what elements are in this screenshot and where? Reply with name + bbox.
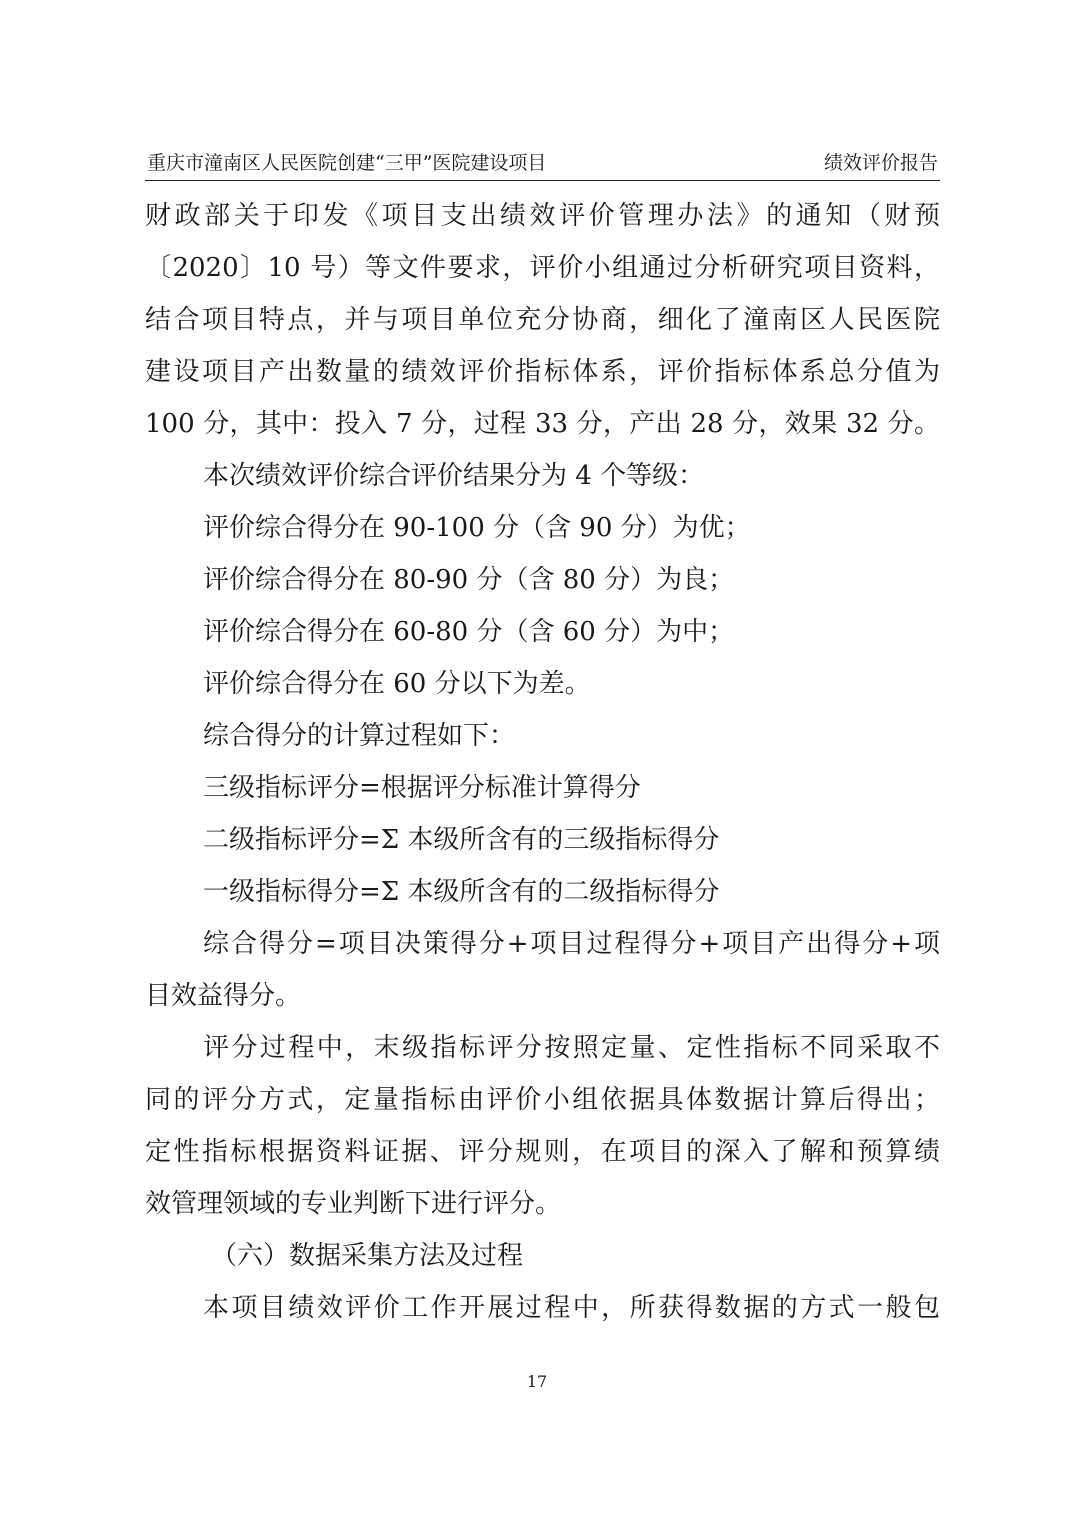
document-body [145,190,940,1334]
body-line: 〔2020〕10 号）等文件要求，评价小组通过分析研究项目资料， [145,253,940,283]
body-line: 目效益得分。 [145,981,302,1011]
body-line: 本项目绩效评价工作开展过程中，所获得数据的方式一般包 [203,1293,940,1323]
page-header [145,150,940,181]
body-line: 建设项目产出数量的绩效评价指标体系，评价指标体系总分值为 [145,357,940,387]
grade-item: 评价综合得分在 60-80 分（含 60 分）为中； [203,617,735,647]
body-line: 定性指标根据资料证据、评分规则，在项目的深入了解和预算绩 [145,1137,940,1167]
formula-line: 一级指标得分=Σ 本级所含有的二级指标得分 [203,877,720,907]
grade-item: 评价综合得分在 60 分以下为差。 [203,669,591,699]
grade-item: 评价综合得分在 90-100 分（含 90 分）为优； [203,513,751,543]
body-line: 财政部关于印发《项目支出绩效评价管理办法》的通知（财预 [145,201,940,231]
formula-line: 综合得分=项目决策得分+项目过程得分+项目产出得分+项 [203,929,940,959]
body-line: 评分过程中，末级指标评分按照定量、定性指标不同采取不 [203,1033,940,1063]
body-line: 本次绩效评价综合评价结果分为 4 个等级： [203,461,705,491]
body-line: 效管理领域的专业判断下进行评分。 [145,1189,562,1219]
body-line: 综合得分的计算过程如下： [203,721,516,751]
body-line: 同的评分方式，定量指标由评价小组依据具体数据计算后得出； [145,1085,940,1115]
page-number: 17 [526,1372,548,1391]
section-heading: （六）数据采集方法及过程 [211,1241,524,1271]
body-line: 100 分，其中：投入 7 分，过程 33 分，产出 28 分，效果 32 分。 [145,409,940,439]
header-report-type: 绩效评价报告 [823,152,938,174]
grade-item: 评价综合得分在 80-90 分（含 80 分）为良； [203,565,735,595]
header-project-title: 重庆市潼南区人民医院创建“三甲”医院建设项目 [147,152,547,174]
formula-line: 二级指标评分=Σ 本级所含有的三级指标得分 [203,825,720,855]
formula-line: 三级指标评分=根据评分标准计算得分 [203,773,641,803]
body-line: 结合项目特点，并与项目单位充分协商，细化了潼南区人民医院 [145,305,940,335]
